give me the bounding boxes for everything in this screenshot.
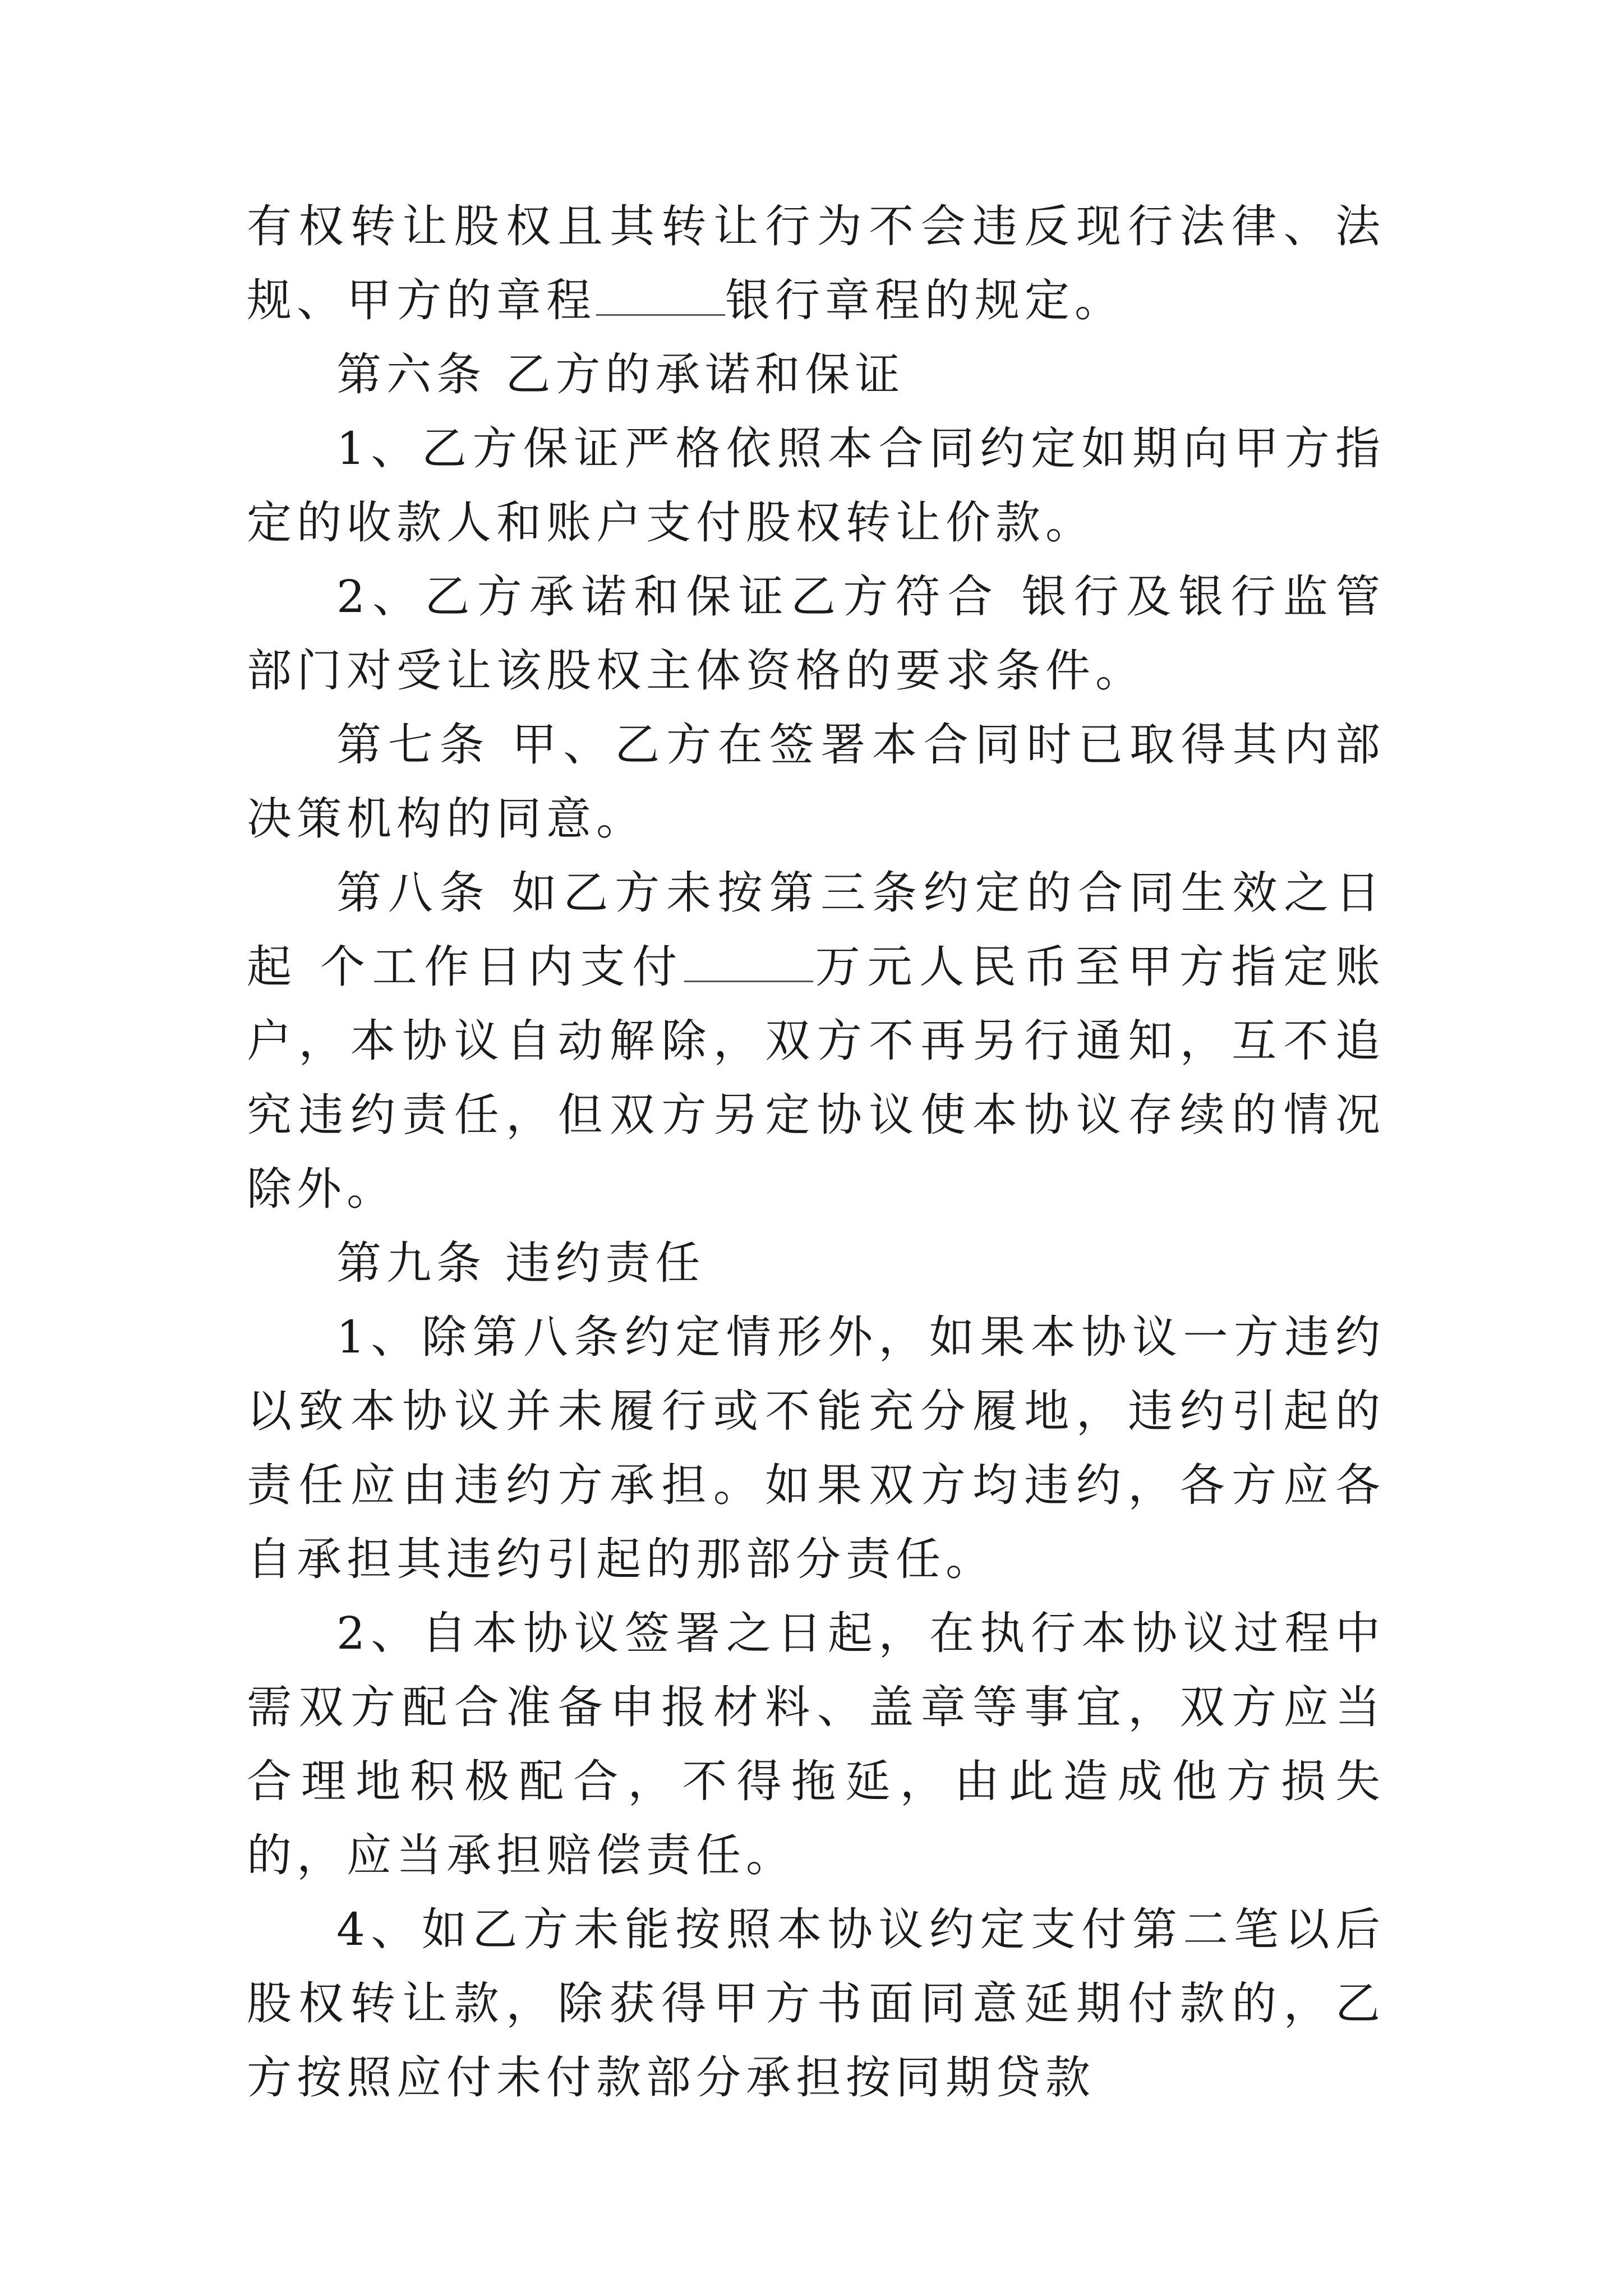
fill-in-blank bbox=[684, 941, 813, 982]
article-9-clause-1: 1、除第八条约定情形外，如果本协议一方违约以致本协议并未履行或不能充分履地，违约引起的责任应由违约方承担。如果双方均违约，各方应各自承担其违约引起的那部分责任。 bbox=[247, 1311, 1385, 1585]
article-6-clause-1: 1、乙方保证严格依照本合同约定如期向甲方指定的收款人和账户支付股权转让价款。 bbox=[247, 422, 1385, 549]
article-9-clause-4: 4、如乙方未能按照本协议约定支付第二笔以后股权转让款，除获得甲方书面同意延期付款的，乙方按照应付未付款部分承担按同期贷款 bbox=[247, 1903, 1385, 2104]
paragraph-text: 银行章程的规定。 bbox=[725, 274, 1124, 326]
article-6-heading: 第六条 乙方的承诺和保证 bbox=[336, 348, 905, 401]
paragraph-text: 有权转让股权且其转让行为不会违反现行法律、法规、甲方的章程 bbox=[247, 200, 1385, 326]
paragraph-text: 第八条 如乙方未按第三条约定的合同生效之日起 个工作日内支付 bbox=[247, 867, 1385, 993]
paragraph-text: 万元人民币至甲方指定账户，本协议自动解除，双方不再另行通知，互不追究违约责任，但双方另定协议使本协议存续的情况除外。 bbox=[247, 941, 1385, 1215]
paragraph-continuation bbox=[247, 190, 1385, 338]
fill-in-blank bbox=[596, 275, 725, 316]
article-8 bbox=[247, 856, 1385, 1226]
document-body bbox=[247, 190, 1385, 2115]
article-9-heading: 第九条 违约责任 bbox=[336, 1237, 706, 1289]
article-9-clause-2: 2、自本协议签署之日起，在执行本协议过程中需双方配合准备申报材料、盖章等事宜，双方应当合理地积极配合，不得拖延，由此造成他方损失的，应当承担赔偿责任。 bbox=[247, 1607, 1385, 1881]
article-7: 第七条 甲、乙方在签署本合同时已取得其内部决策机构的同意。 bbox=[247, 719, 1385, 845]
article-6-clause-2: 2、乙方承诺和保证乙方符合 银行及银行监管部门对受让该股权主体资格的要求条件。 bbox=[247, 570, 1385, 697]
